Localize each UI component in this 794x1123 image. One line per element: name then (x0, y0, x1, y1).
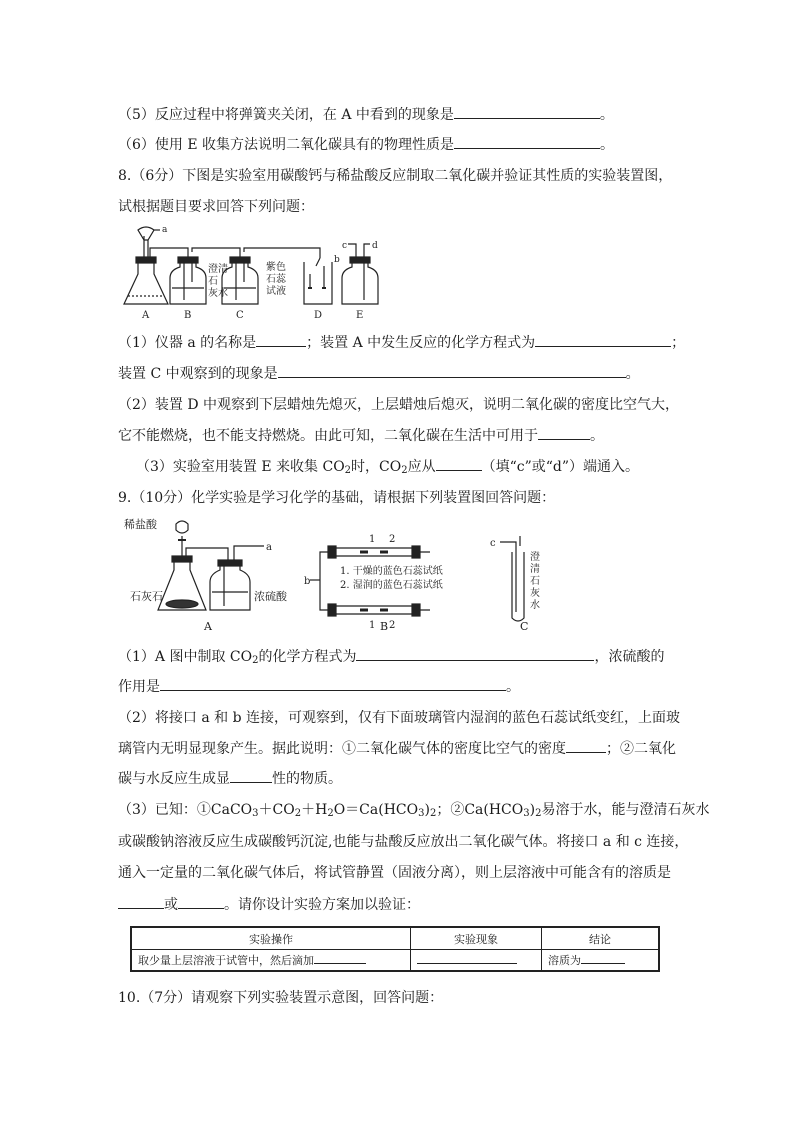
header-conclusion: 结论 (542, 928, 659, 950)
answer-blank[interactable] (356, 646, 594, 661)
q9-part1-cont: 作用是 。 (118, 676, 520, 697)
q9-part2-cont2: 碳与水反应生成显 性的物质。 (118, 768, 342, 789)
caption-c: C (236, 310, 244, 321)
q8-title: 8.（6分）下图是实验室用碳酸钙与稀盐酸反应制取二氧化碳并验证其性质的实验装置图， (118, 168, 673, 184)
answer-blank[interactable] (417, 953, 517, 964)
svg-text:2: 2 (389, 620, 396, 631)
litmus-label: 紫色 (266, 262, 286, 273)
answer-blank[interactable] (178, 894, 224, 909)
q8-part3: （3）实验室用装置 E 来收集 $CO_2$时，$CO_2$应从 （填“c”或“d”）端通入。 (136, 456, 639, 477)
cell-operation: 取少量上层溶液于试管中，然后滴加 (132, 950, 411, 971)
label-b: b (334, 255, 340, 265)
caption-a: A (142, 310, 150, 321)
svg-text:石: 石 (208, 276, 218, 287)
q8-part1: （1）仪器 a 的名称是 ；装置 A 中发生反应的化学方程式为 ； (118, 332, 685, 353)
label-a: a (266, 542, 272, 553)
caption-b: B (380, 620, 389, 633)
answer-blank[interactable] (566, 738, 606, 753)
answer-blank[interactable] (314, 953, 366, 964)
caption-a: A (204, 620, 212, 633)
header-phenomenon: 实验现象 (411, 928, 542, 950)
cell-conclusion: 溶质为 (542, 950, 659, 971)
experiment-table (130, 926, 660, 972)
q10-title: 10.（7分）请观察下列实验装置示意图，回答问题： (118, 990, 444, 1006)
label-wet-paper: 2. 湿润的蓝色石蕊试纸 (340, 580, 443, 591)
q9-part3-line4: 或 。请你设计实验方案加以验证： (118, 894, 420, 915)
q9-title: 9.（10分）化学实验是学习化学的基础，请根据下列装置图回答问题： (118, 490, 556, 506)
answer-blank[interactable] (436, 456, 482, 471)
svg-text:水: 水 (530, 600, 540, 611)
label-a: a (162, 225, 168, 235)
svg-text:灰: 灰 (530, 588, 540, 599)
answer-blank[interactable] (535, 332, 671, 347)
q9-part3-line2: 或碳酸钠溶液反应生成碳酸钙沉淀,也能与盐酸反应放出二氧化碳气体。将接口 a 和 c 连接， (118, 834, 689, 850)
svg-text:灰水: 灰水 (208, 288, 228, 299)
q7-part5: （5）反应过程中将弹簧夹关闭，在 A 中看到的现象是 。 (118, 104, 614, 125)
label-conc-h2so4: 浓硫酸 (254, 590, 287, 603)
header-operation: 实验操作 (132, 928, 411, 950)
answer-blank[interactable] (118, 894, 164, 909)
label-d: d (372, 241, 378, 251)
answer-blank[interactable] (278, 363, 626, 378)
q8-title-cont: 试根据题目要求回答下列问题： (118, 199, 314, 215)
label-c: c (342, 241, 348, 251)
q8-part2: （2）装置 D 中观察到下层蜡烛先熄灭，上层蜡烛后熄灭，说明二氧化碳的密度比空气大， (118, 397, 680, 413)
lime-water-label: 澄清 (208, 264, 228, 275)
svg-text:试液: 试液 (266, 286, 286, 297)
q9-part3-line3: 通入一定量的二氧化碳气体后，将试管静置（固液分离），则上层溶液中可能含有的溶质是 (118, 865, 671, 881)
svg-text:清: 清 (530, 564, 540, 575)
answer-blank[interactable] (256, 332, 306, 347)
label-limestone: 石灰石 (130, 590, 163, 603)
caption-e: E (356, 310, 364, 321)
label-dry-paper: 1. 干燥的蓝色石蕊试纸 (340, 566, 443, 577)
caption-d: D (314, 310, 323, 321)
caption-c: C (520, 620, 529, 633)
answer-blank[interactable] (230, 768, 272, 783)
q8-part2-cont: 它不能燃烧，也不能支持燃烧。由此可知，二氧化碳在生活中可用于 。 (118, 425, 604, 446)
q9-part3: （3）已知：$①CaCO_3+CO_2+H_2O=Ca(HCO_3)_2$；$②Ca(HCO_3)_2$易溶于水，能与澄清石灰水 (118, 802, 710, 819)
svg-text:1: 1 (369, 620, 376, 631)
q9-part2-cont: 璃管内无明显现象产生。据此说明：①二氧化碳气体的密度比空气的密度 ；②二氧化 (118, 738, 676, 759)
q7-part6: （6）使用 E 收集方法说明二氧化碳具有的物理性质是 。 (118, 134, 614, 155)
svg-text:1: 1 (369, 534, 376, 545)
q9-part2: （2）将接口 a 和 b 连接，可观察到，仅有下面玻璃管内湿润的蓝色石蕊试纸变红，上面玻 (118, 710, 681, 726)
svg-text:石: 石 (530, 576, 540, 587)
caption-b: B (184, 310, 192, 321)
q8-part1-cont: 装置 C 中观察到的现象是 。 (118, 363, 640, 384)
label-c: c (490, 538, 496, 549)
svg-text:2: 2 (389, 534, 396, 545)
q9-part1: （1）A 图中制取 $CO_2$的化学方程式为 ，浓硫酸的 (118, 646, 664, 667)
answer-blank[interactable] (581, 953, 625, 964)
label-lime-water: 澄 (530, 552, 540, 563)
label-b: b (304, 576, 311, 587)
label-dilute-hcl: 稀盐酸 (124, 518, 157, 531)
cell-phenomenon (411, 950, 542, 971)
answer-blank[interactable] (538, 425, 590, 440)
q8-apparatus-figure (120, 222, 390, 322)
svg-text:石蕊: 石蕊 (266, 274, 286, 285)
answer-blank[interactable] (454, 134, 600, 149)
q9-apparatus-figure (124, 516, 574, 634)
answer-blank[interactable] (454, 104, 600, 119)
answer-blank[interactable] (160, 676, 506, 691)
